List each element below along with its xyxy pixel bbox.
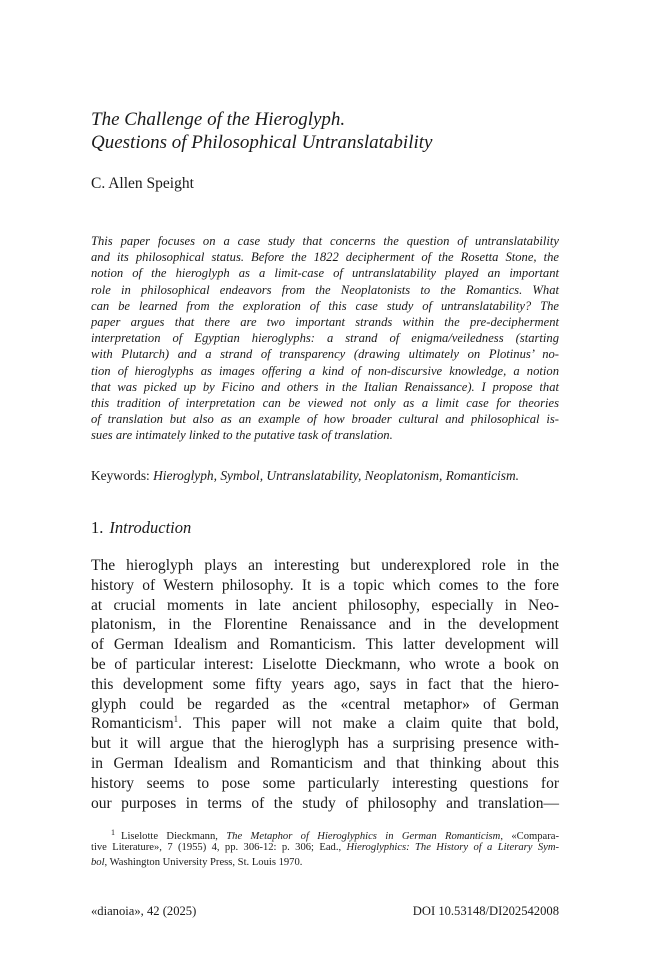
body-line: glyph could be regarded as the «central metaphor» of German [91, 695, 559, 713]
keywords-list: Hieroglyph, Symbol, Untranslatability, Neoplatonism, Romanticism. [153, 468, 519, 483]
footnote-text: tive Literature», 7 (1955) 4, pp. 306-12: p. 306; Ead., [91, 842, 347, 854]
abstract-line: that was picked up by Ficino and others in the Italian Renaissance). I propose that [91, 379, 559, 394]
body-line: be of particular interest: Liselotte Dieckmann, who wrote a book on [91, 655, 559, 673]
body-line: history of Western philosophy. It is a topic which comes to the fore [91, 576, 559, 594]
footnote-book-title: The Metaphor of Hieroglyphics in German Romanticism [226, 831, 501, 842]
abstract-line: This paper focuses on a case study that concerns the question of untranslatability [91, 234, 559, 248]
abstract-line: sues are intimately linked to the putative task of translation. [91, 428, 393, 443]
footnote-book-title: bol [91, 857, 105, 869]
doi-label: DOI 10.53148/DI202542008 [412, 904, 559, 918]
footnote-line [91, 855, 559, 870]
abstract-line: this tradition of interpretation can be viewed not only as a limit case for theories [91, 395, 559, 410]
body-text-fragment: Romanticism [91, 715, 174, 733]
footnote-book-title: Hieroglyphics: The History of a Literary Sym- [346, 842, 559, 854]
body-line: platonism, in the Florentine Renaissance and in the development [91, 616, 559, 634]
body-line: but it will argue that the hieroglyph has a surprising presence with- [91, 735, 559, 753]
body-line: The hieroglyph plays an interesting but underexplored role in the [91, 557, 559, 574]
abstract-line: paper argues that there are two important strands within the pre-decipherment [91, 314, 559, 329]
body-line: in German Idealism and Romanticism and that thinking about this [91, 754, 559, 772]
abstract-line: notion of the hieroglyph as a limit-case of untranslatability played an important [91, 266, 559, 281]
footnote-text: Liselotte Dieckmann, [121, 831, 227, 842]
article-title [91, 108, 561, 154]
body-line: of German Idealism and Romanticism. This latter development will [91, 636, 559, 654]
body-line: at crucial moments in late ancient philosophy, especially in Neo- [91, 596, 559, 614]
body-text-fragment: . This paper will not make a claim quite that bold, [178, 715, 559, 733]
title-line-2: Questions of Philosophical Untranslatability [91, 132, 433, 153]
section-title: Introduction [109, 518, 192, 537]
abstract-line: interpretation of Egyptian hieroglyphs: a strand of enigma/veiledness (starting [91, 331, 559, 346]
footnote-text: , «Compara- [500, 831, 559, 842]
keywords-label: Keywords: [91, 468, 150, 483]
body-line: our purposes in terms of the study of philosophy and translation— [91, 794, 559, 812]
abstract-line: role in philosophical endeavors from the Neoplatonists to the Romantics. What [91, 282, 559, 297]
footnote-reference[interactable]: 1 [173, 714, 179, 725]
keywords [91, 467, 561, 485]
abstract-line: tion of hieroglyphs as images offering a kind of non-discursive knowledge, a notion [91, 363, 559, 378]
body-line: history seems to pose some particularly interesting questions for [91, 774, 559, 792]
abstract-line: of translation but also as an example of how broader cultural and philosophical is- [91, 412, 559, 427]
abstract [91, 233, 559, 443]
footnote-line [91, 840, 559, 855]
journal-citation: «dianoia», 42 (2025) [91, 904, 197, 918]
body-line [91, 714, 559, 734]
footnote-marker: 1 [111, 828, 115, 837]
body-paragraph [91, 556, 559, 813]
title-line-1: The Challenge of the Hieroglyph. [91, 109, 346, 130]
abstract-line: can be learned from the exploration of this case study of untranslatability? The [91, 298, 559, 313]
abstract-line: with Plutarch) and a strand of transparency (drawing ultimately on Plotinus’ no- [91, 347, 559, 362]
section-heading [91, 518, 191, 538]
footnote-line [91, 825, 559, 840]
section-number: 1. [91, 518, 104, 537]
footnote-text: , Washington University Press, St. Louis 1970. [104, 857, 303, 869]
body-line: this development some fifty years ago, says in fact that the hiero- [91, 675, 559, 693]
author-name: C. Allen Speight [91, 175, 194, 192]
abstract-line: and its philosophical status. Before the 1822 decipherment of the Rosetta Stone, the [91, 250, 559, 265]
footnote [91, 825, 559, 871]
